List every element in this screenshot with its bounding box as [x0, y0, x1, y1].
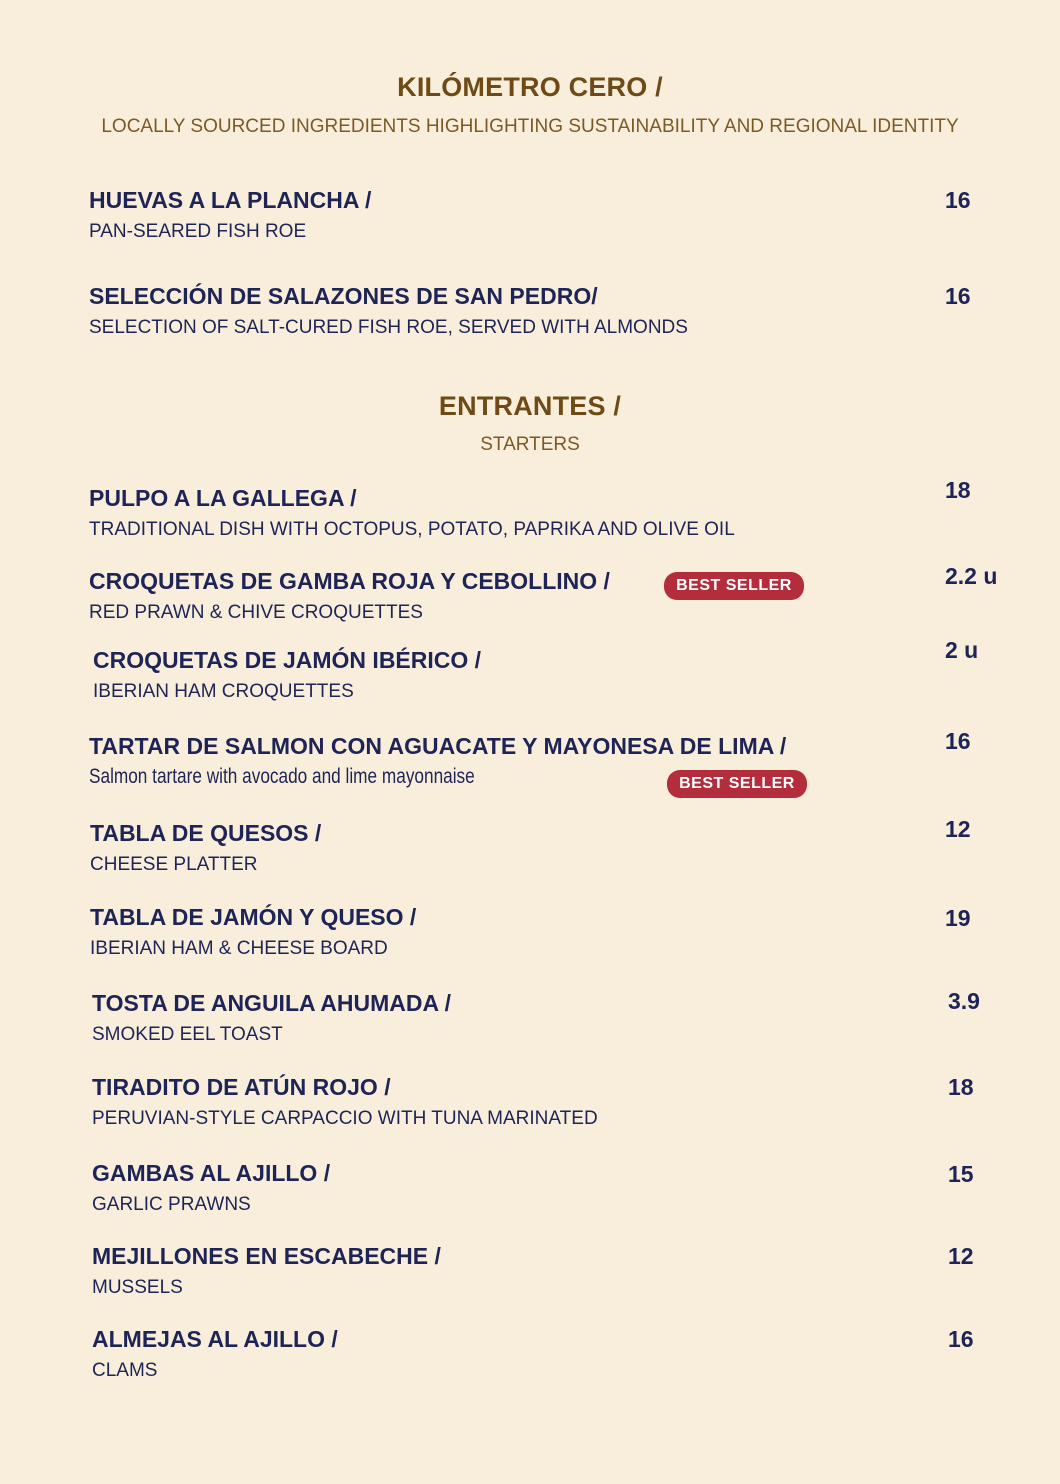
menu-item	[89, 187, 371, 243]
item-description: Salmon tartare with avocado and lime mayonnaise	[89, 765, 475, 788]
menu-item	[89, 485, 735, 541]
menu-item	[93, 647, 481, 703]
item-price: 12	[945, 816, 971, 842]
item-description: GARLIC PRAWNS	[92, 1194, 251, 1215]
menu-item	[89, 283, 688, 339]
item-description: SELECTION OF SALT-CURED FISH ROE, SERVED WITH ALMONDS	[89, 317, 688, 338]
item-name: PULPO A LA GALLEGA /	[89, 485, 357, 511]
item-description: IBERIAN HAM CROQUETTES	[93, 681, 354, 702]
item-price: 12	[948, 1243, 974, 1269]
item-description: PAN-SEARED FISH ROE	[89, 221, 307, 242]
menu-item	[92, 1243, 441, 1299]
section-title-kilometro-cero: KILÓMETRO CERO /	[397, 72, 663, 102]
item-price: 2 u	[945, 637, 979, 663]
item-name: SELECCIÓN DE SALAZONES DE SAN PEDRO/	[89, 283, 598, 309]
item-price: 15	[948, 1161, 974, 1187]
item-description: IBERIAN HAM & CHEESE BOARD	[90, 938, 388, 959]
best-seller-badge: BEST SELLER	[667, 770, 807, 798]
item-name: TIRADITO DE ATÚN ROJO /	[92, 1074, 391, 1100]
item-description: CHEESE PLATTER	[90, 854, 258, 875]
item-name: ALMEJAS AL AJILLO /	[92, 1326, 338, 1352]
item-description: RED PRAWN & CHIVE CROQUETTES	[89, 602, 423, 623]
item-price: 16	[945, 283, 971, 309]
item-price: 16	[945, 728, 971, 754]
item-description: SMOKED EEL TOAST	[92, 1024, 283, 1045]
item-name: MEJILLONES EN ESCABECHE /	[92, 1243, 441, 1269]
item-price: 18	[948, 1074, 974, 1100]
menu-item	[90, 820, 321, 876]
item-name: TABLA DE JAMÓN Y QUESO /	[90, 904, 417, 930]
best-seller-badge: BEST SELLER	[664, 572, 804, 600]
section-subtitle-entrantes: STARTERS	[480, 434, 580, 455]
item-description: MUSSELS	[92, 1277, 183, 1298]
item-price: 16	[948, 1326, 974, 1352]
menu-item	[92, 1160, 330, 1216]
item-name: TABLA DE QUESOS /	[90, 820, 322, 846]
item-price: 16	[945, 187, 971, 213]
item-description: PERUVIAN-STYLE CARPACCIO WITH TUNA MARINATED	[92, 1108, 598, 1129]
menu-item	[90, 904, 416, 960]
item-price: 18	[945, 477, 971, 503]
menu-item	[89, 568, 610, 624]
section-title-entrantes: ENTRANTES /	[438, 391, 622, 421]
item-name: TOSTA DE ANGUILA AHUMADA /	[92, 990, 452, 1016]
menu-item	[92, 1074, 598, 1130]
item-name: CROQUETAS DE JAMÓN IBÉRICO /	[93, 647, 482, 673]
item-price: 19	[945, 905, 971, 931]
item-description: CLAMS	[92, 1360, 158, 1381]
menu-item	[92, 990, 451, 1046]
item-name: CROQUETAS DE GAMBA ROJA Y CEBOLLINO /	[89, 568, 610, 594]
menu-item	[92, 1326, 338, 1382]
item-description: TRADITIONAL DISH WITH OCTOPUS, POTATO, PAPRIKA AND OLIVE OIL	[89, 519, 735, 540]
item-name: TARTAR DE SALMON CON AGUACATE Y MAYONESA DE LIMA /	[89, 733, 787, 759]
item-price: 2.2 u	[945, 563, 998, 589]
item-name: GAMBAS AL AJILLO /	[92, 1160, 331, 1186]
item-price: 3.9	[948, 988, 980, 1014]
section-subtitle-kilometro-cero: LOCALLY SOURCED INGREDIENTS HIGHLIGHTING SUSTAINABILITY AND REGIONAL IDENTITY	[101, 116, 959, 137]
item-name: HUEVAS A LA PLANCHA /	[89, 187, 372, 213]
